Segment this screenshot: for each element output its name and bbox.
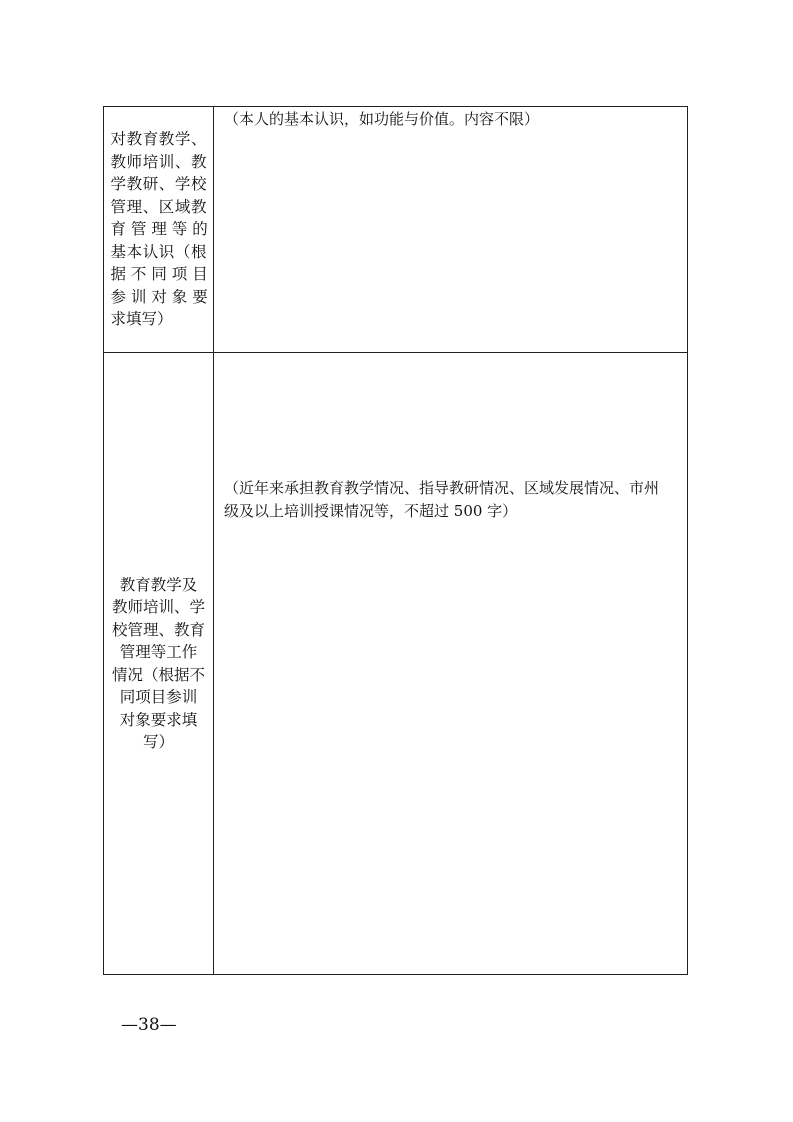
- understanding-answer-field[interactable]: [214, 107, 687, 352]
- work-status-answer-field[interactable]: [214, 353, 687, 974]
- understanding-label-line: 教师培训、教: [110, 152, 207, 171]
- work-status-hint: [224, 477, 681, 522]
- understanding-label-line: 求填写）: [110, 310, 173, 329]
- understanding-hint: [224, 108, 681, 131]
- application-form-table: [103, 106, 688, 975]
- understanding-label-line: 基本认识（根: [110, 242, 207, 261]
- work-status-hint-line: 级及以上培训授课情况等，不超过 500 字）: [224, 501, 518, 520]
- work-status-label-line: 教育教学及: [119, 575, 198, 594]
- work-status-label-cell: [104, 353, 214, 974]
- understanding-hint-text: （本人的基本认识，如功能与价值。内容不限）: [224, 110, 540, 128]
- understanding-label-line: 管理、区域教: [110, 197, 207, 216]
- work-status-label-line: 情况（根据不: [111, 665, 205, 684]
- page-number: —38—: [121, 1015, 177, 1035]
- row-understanding: [104, 107, 687, 353]
- work-status-label-line: 教师培训、学: [111, 598, 205, 616]
- understanding-label-line: 参 训 对 象 要: [110, 287, 208, 306]
- work-status-label-line: 管理等工作: [119, 643, 198, 661]
- understanding-label-line: 学教研、学校: [110, 175, 207, 194]
- work-status-label-line: 写）: [142, 733, 174, 751]
- row-work-status: [104, 353, 687, 974]
- work-status-label-line: 校管理、教育: [111, 620, 205, 639]
- work-status-hint-line: （近年来承担教育教学情况、指导教研情况、区域发展情况、市州: [224, 479, 660, 497]
- understanding-label-line: 育 管 理 等 的: [110, 220, 208, 239]
- understanding-label-line: 对教育教学、: [110, 130, 207, 149]
- work-status-label-line: 同项目参训: [119, 688, 198, 706]
- understanding-label: [111, 128, 207, 331]
- understanding-label-cell: [104, 107, 214, 352]
- work-status-label: [111, 574, 207, 754]
- understanding-label-line: 据 不 同 项 目: [110, 265, 208, 284]
- work-status-label-line: 对象要求填: [119, 710, 198, 729]
